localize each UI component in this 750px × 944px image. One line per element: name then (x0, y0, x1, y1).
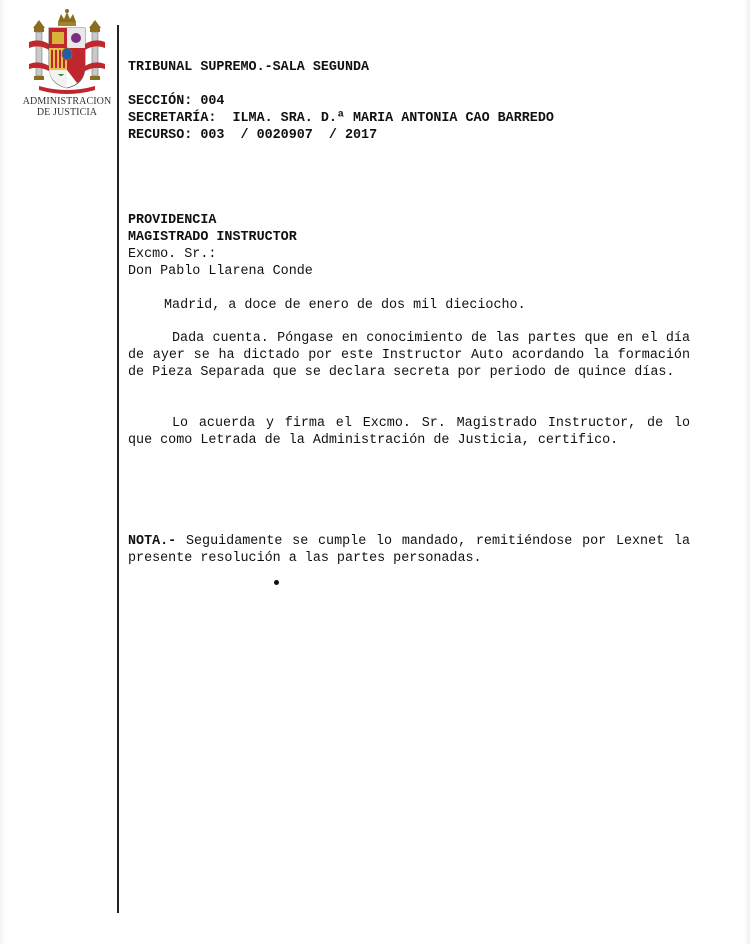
logo-text-line2: DE JUSTICIA (36, 107, 98, 118)
left-margin-rule (117, 25, 119, 913)
section-line: SECCIÓN: 004 (128, 94, 225, 109)
paragraph-signature (128, 415, 690, 449)
magistrate-role: MAGISTRADO INSTRUCTOR (128, 230, 297, 245)
appeal-line: RECURSO: 003 / 0020907 / 2017 (128, 128, 378, 143)
court-heading: TRIBUNAL SUPREMO.-SALA SEGUNDA (128, 60, 370, 75)
document-type: PROVIDENCIA (128, 213, 217, 228)
note-text: Seguidamente se cumple lo mandado, remitiéndose por Lexnet la presente resolución a las partes personadas. (128, 534, 690, 566)
paragraph-notice (128, 330, 690, 381)
date-line: Madrid, a doce de enero de dos mil dieciocho. (164, 298, 526, 313)
note-paragraph (128, 533, 690, 567)
secretary-line: SECRETARÍA: ILMA. SRA. D.ª MARIA ANTONIA CAO BARREDO (128, 111, 554, 126)
paragraph-signature-text: Lo acuerda y firma el Excmo. Sr. Magistrado Instructor, de lo que como Letrada de la Administración de Justicia, certifico. (128, 416, 690, 448)
honorific: Excmo. Sr.: (128, 247, 217, 262)
paragraph-notice-text: Dada cuenta. Póngase en conocimiento de las partes que en el día de ayer se ha dictado por este Instructor Auto acordando la formación de Pieza Separada que se declara secreta por periodo de quince días. (128, 331, 690, 380)
stray-dot-mark (274, 580, 279, 585)
coat-of-arms-icon (25, 8, 109, 96)
note-label: NOTA.- (128, 534, 177, 549)
judge-name: Don Pablo Llarena Conde (128, 264, 313, 279)
logo-text-line1: ADMINISTRACION (22, 96, 112, 107)
coat-of-arms-logo (22, 8, 112, 118)
